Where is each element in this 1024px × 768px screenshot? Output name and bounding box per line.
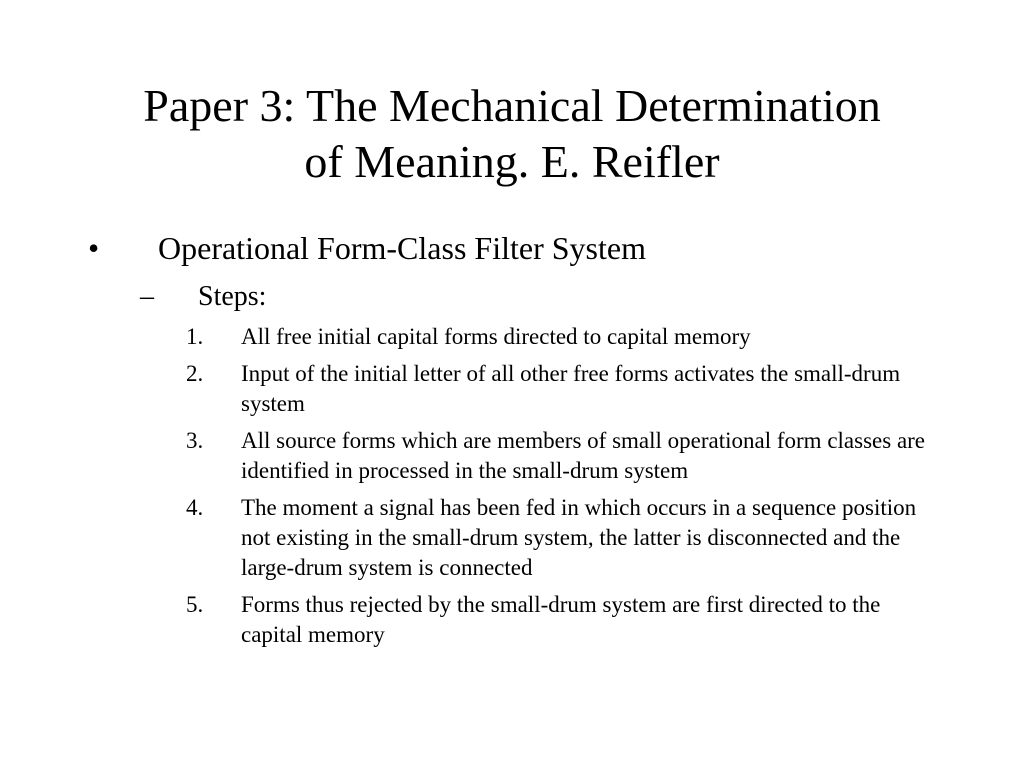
step-text: Forms thus rejected by the small-drum system are first directed to the capital memory	[241, 592, 881, 647]
main-bullet-text: Operational Form-Class Filter System	[158, 230, 646, 266]
step-number: 3.	[186, 428, 204, 453]
step-number: 4.	[186, 495, 204, 520]
step-number: 1.	[186, 324, 204, 349]
title-line-1: Paper 3: The Mechanical Determination	[143, 80, 881, 131]
title-line-2: of Meaning. E. Reifler	[304, 136, 720, 187]
step-text: The moment a signal has been fed in which occurs in a sequence position not existing in the small-drum system, the latter is disconnected and the large-drum system is connected	[241, 495, 917, 580]
step-text: All source forms which are members of small operational form classes are identified in processed in the small-drum system	[241, 428, 926, 483]
slide-title	[60, 78, 964, 190]
step-item-4	[186, 493, 946, 583]
step-item-5	[186, 590, 946, 650]
step-number: 2.	[186, 361, 204, 386]
step-item-1	[186, 322, 946, 352]
step-text: All free initial capital forms directed to capital memory	[241, 324, 751, 349]
step-item-2	[186, 359, 946, 419]
dash-icon: –	[140, 281, 154, 312]
step-number: 5.	[186, 592, 204, 617]
step-item-3	[186, 426, 946, 486]
step-text: Input of the initial letter of all other free forms activates the small-drum system	[241, 361, 901, 416]
sub-bullet-text: Steps:	[198, 281, 267, 312]
steps-list	[186, 322, 946, 657]
bullet-icon: •	[88, 230, 100, 266]
